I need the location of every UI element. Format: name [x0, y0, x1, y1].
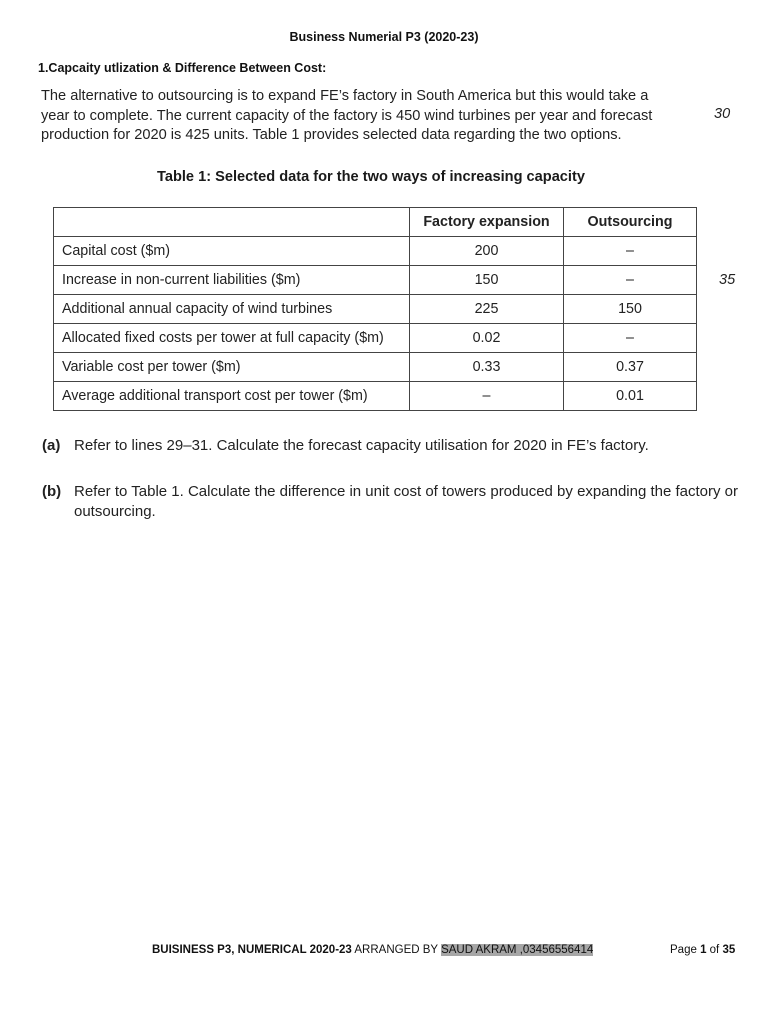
footer-credit	[152, 944, 593, 956]
outsourcing-value: 0.01	[564, 382, 697, 411]
outsourcing-value: –	[564, 266, 697, 295]
row-label: Additional annual capacity of wind turbines	[54, 295, 410, 324]
question-b-marker: (b)	[42, 483, 62, 500]
factory-expansion-value: 0.02	[410, 324, 564, 353]
footer-course: BUISINESS P3, NUMERICAL 2020-23	[152, 944, 352, 956]
table-row	[54, 324, 697, 353]
footer-arranged-by: ARRANGED BY	[351, 944, 442, 956]
table-caption: Table 1: Selected data for the two ways of increasing capacity	[157, 169, 585, 185]
table-header-factory-expansion: Factory expansion	[410, 208, 564, 237]
question-a-marker: (a)	[42, 437, 61, 454]
factory-expansion-value: –	[410, 382, 564, 411]
row-label: Allocated fixed costs per tower at full capacity ($m)	[54, 324, 410, 353]
row-label: Variable cost per tower ($m)	[54, 353, 410, 382]
outsourcing-value: –	[564, 237, 697, 266]
footer-author-contact: SAUD AKRAM ,03456556414	[441, 944, 594, 956]
row-label: Capital cost ($m)	[54, 237, 410, 266]
outsourcing-value: 150	[564, 295, 697, 324]
page-total: 35	[722, 944, 736, 956]
question-a-text: Refer to lines 29–31. Calculate the forecast capacity utilisation for 2020 in FE’s factory.	[74, 437, 649, 454]
document-title: Business Numerial P3 (2020-23)	[289, 30, 479, 44]
page-current: 1	[700, 944, 707, 956]
table-header-row	[54, 208, 697, 237]
case-study-passage	[41, 87, 701, 146]
selected-data-table	[53, 207, 697, 411]
page-word: Page	[670, 944, 701, 956]
table-row	[54, 237, 697, 266]
table-header-empty	[54, 208, 410, 237]
line-number-35: 35	[719, 272, 736, 288]
question-b	[42, 482, 742, 522]
passage-line: year to complete. The current capacity of the factory is 450 wind turbines per year and forecast	[41, 107, 653, 124]
question-b-text: Refer to Table 1. Calculate the difference in unit cost of towers produced by expanding the factory or outsourcing.	[74, 483, 739, 520]
factory-expansion-value: 0.33	[410, 353, 564, 382]
table-row	[54, 266, 697, 295]
outsourcing-value: 0.37	[564, 353, 697, 382]
row-label: Average additional transport cost per tower ($m)	[54, 382, 410, 411]
table-header-outsourcing: Outsourcing	[564, 208, 697, 237]
table-row	[54, 382, 697, 411]
outsourcing-value: –	[564, 324, 697, 353]
table-row	[54, 295, 697, 324]
passage-line: The alternative to outsourcing is to expand FE’s factory in South America but this would take a	[41, 88, 649, 104]
question-a	[42, 436, 742, 456]
page-number	[670, 944, 735, 956]
factory-expansion-value: 200	[410, 237, 564, 266]
section-heading: 1.Capcaity utlization & Difference Between Cost:	[38, 61, 327, 75]
page-of-word: of	[706, 944, 723, 956]
factory-expansion-value: 225	[410, 295, 564, 324]
table-row	[54, 353, 697, 382]
row-label: Increase in non-current liabilities ($m)	[54, 266, 410, 295]
passage-line: production for 2020 is 425 units. Table 1 provides selected data regarding the two options.	[41, 127, 622, 143]
line-number-30: 30	[714, 106, 731, 122]
factory-expansion-value: 150	[410, 266, 564, 295]
